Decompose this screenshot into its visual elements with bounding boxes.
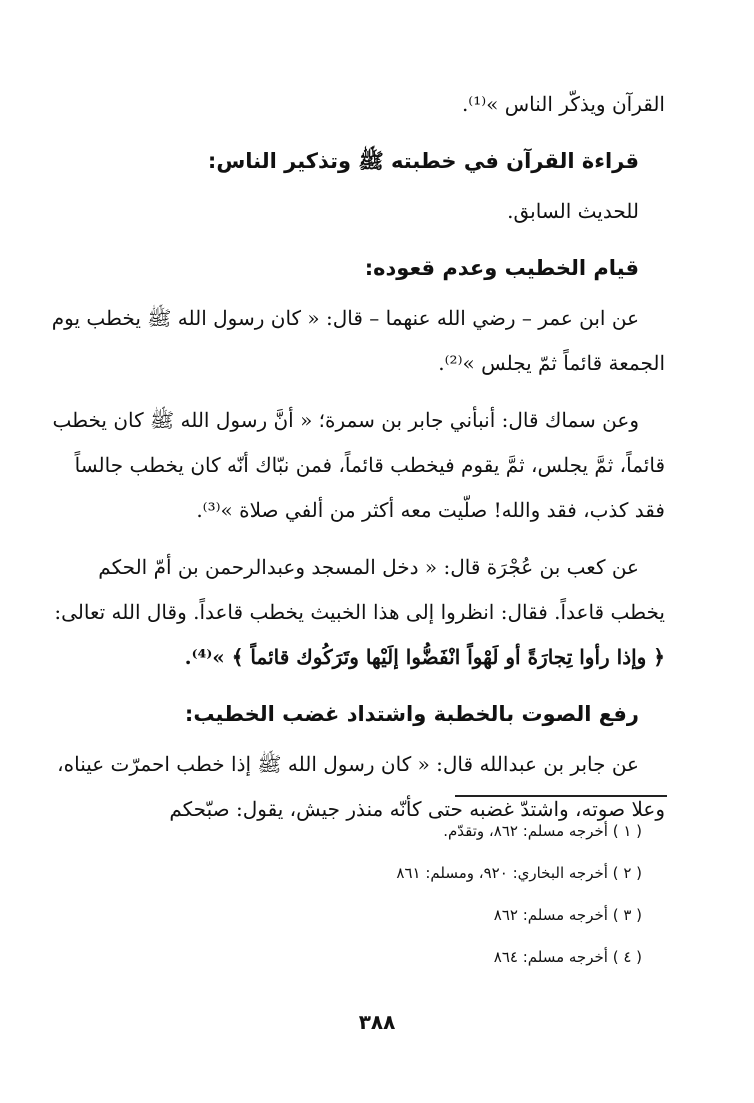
text-line: قائماً، ثمَّ يجلس، ثمَّ يقوم فيخطب قائماً، فمن نبّاك أنّه كان يخطب جالساً bbox=[74, 453, 665, 477]
page-number: ٣٨٨ bbox=[358, 1010, 396, 1034]
text-line: للحديث السابق. bbox=[507, 199, 639, 223]
section-heading-raising-voice: رفع الصوت بالخطبة واشتداد غضب الخطيب: bbox=[184, 702, 639, 726]
text-line: الجمعة قائماً ثمّ يجلس »⁽²⁾. bbox=[438, 351, 665, 375]
paragraph bbox=[50, 189, 665, 234]
text-line: القرآن ويذكّر الناس »⁽¹⁾. bbox=[461, 92, 665, 116]
text-line: وعن سماك قال: أنبأني جابر بن سمرة؛ « أنَّ رسول الله ﷺ كان يخطب bbox=[52, 408, 639, 432]
section-heading-quran-reading: قراءة القرآن في خطبته ﷺ وتذكير الناس: bbox=[207, 149, 639, 173]
footnote-divider bbox=[455, 795, 667, 797]
paragraph bbox=[50, 398, 665, 533]
paragraph bbox=[50, 296, 665, 386]
text-line: فقد كذب، فقد والله! صلّيت معه أكثر من ألفي صلاة »⁽³⁾. bbox=[196, 498, 665, 522]
text-line: عن جابر بن عبدالله قال: « كان رسول الله ﷺ إذا خطب احمرّت عيناه، bbox=[57, 752, 639, 776]
footnotes bbox=[396, 810, 642, 978]
footnote-1: ( ١ ) أخرجه مسلم: ٨٦٢، وتقدّم. bbox=[443, 822, 642, 840]
footnote-3: ( ٣ ) أخرجه مسلم: ٨٦٢ bbox=[493, 906, 642, 924]
text-line: يخطب قاعداً. فقال: انظروا إلى هذا الخبيث يخطب قاعداً. وقال الله تعالى: bbox=[54, 600, 665, 624]
quran-verse-line: ﴿ وإذا رأوا تِجارَةً أو لَهْواً انْفَضُّوا إلَيْها وتَرَكُوك قائماً ﴾ »⁽⁴⁾. bbox=[184, 645, 665, 669]
text-line: عن كعب بن عُجْرَة قال: « دخل المسجد وعبدالرحمن بن أمّ الحكم bbox=[98, 555, 639, 579]
paragraph-continuation bbox=[50, 82, 665, 127]
footnote-4: ( ٤ ) أخرجه مسلم: ٨٦٤ bbox=[493, 948, 642, 966]
text-line: عن ابن عمر – رضي الله عنهما – قال: « كان رسول الله ﷺ يخطب يوم bbox=[51, 306, 639, 330]
page-body bbox=[50, 82, 665, 844]
footnote-2: ( ٢ ) أخرجه البخاري: ٩٢٠، ومسلم: ٨٦١ bbox=[396, 864, 642, 882]
text-line: وعلا صوته، واشتدّ غضبه حتى كأنّه منذر جيش، يقول: صبّحكم bbox=[169, 797, 665, 821]
section-heading-standing-khatib: قيام الخطيب وعدم قعوده: bbox=[364, 256, 639, 280]
paragraph bbox=[50, 545, 665, 680]
